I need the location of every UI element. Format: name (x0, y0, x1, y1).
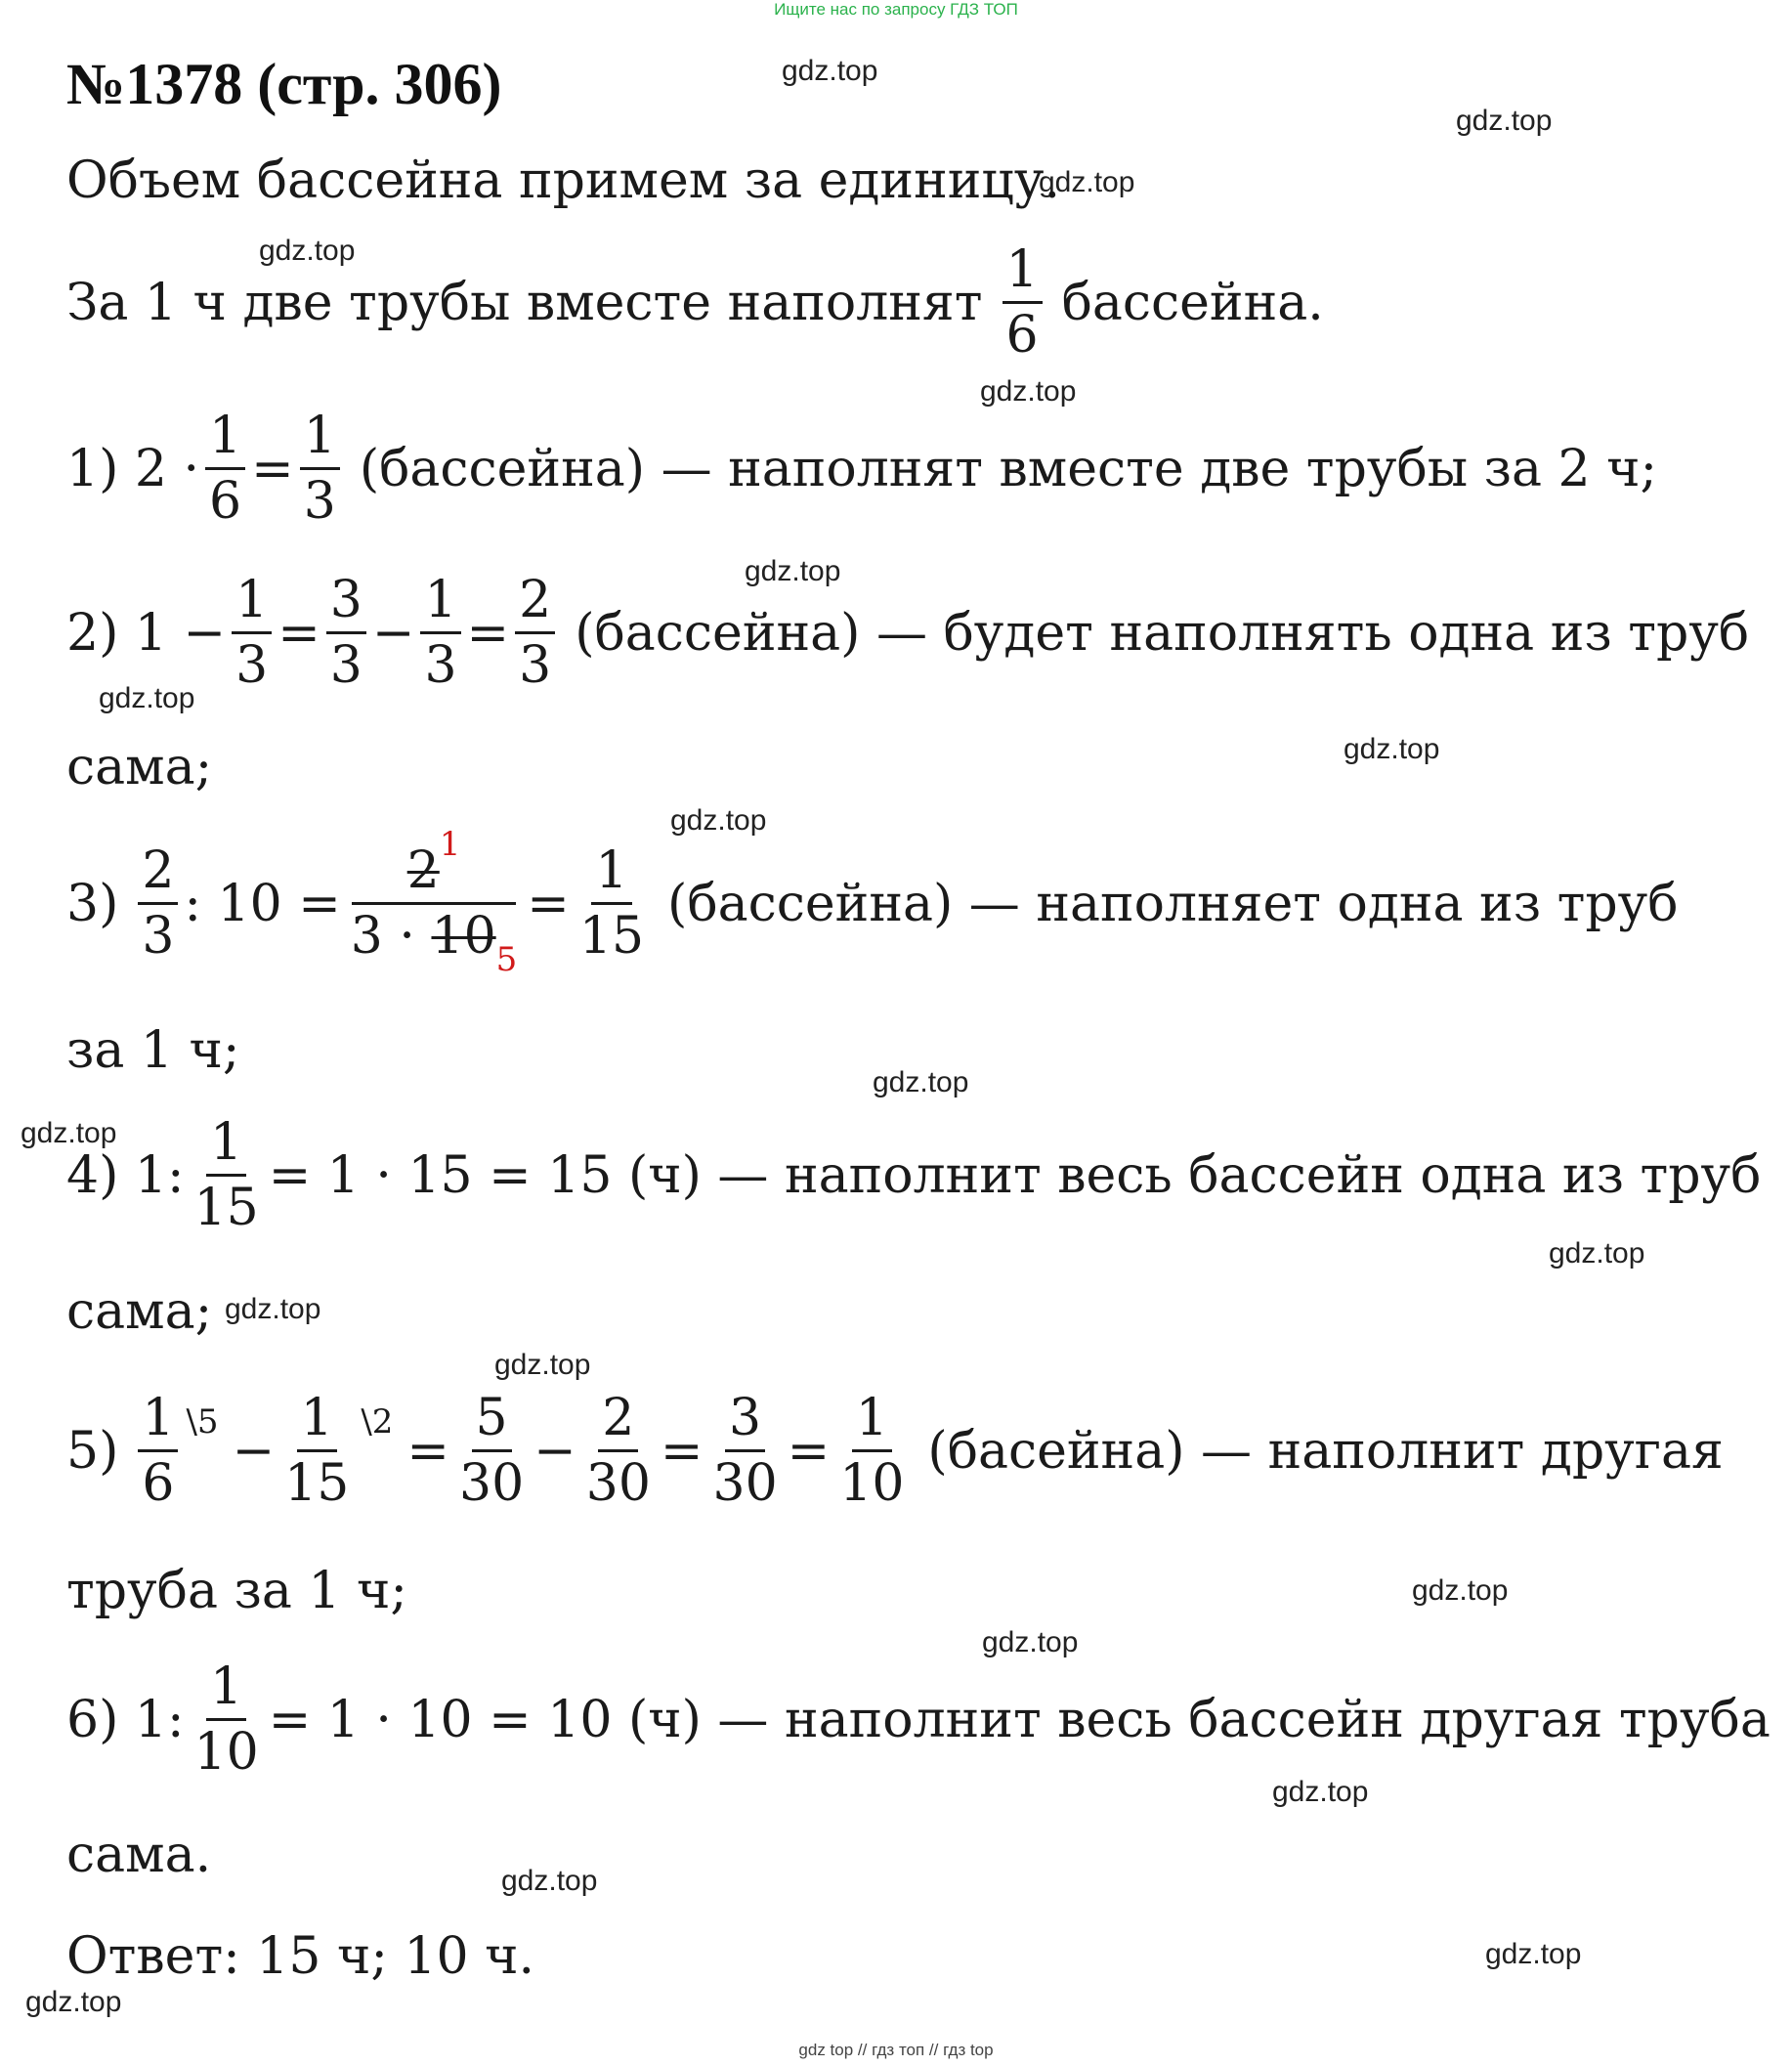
fraction: $\frac{3}{3}$ (326, 575, 366, 691)
fraction: $\frac{1}{6}$ (205, 410, 245, 527)
lcd-multiplier: \5 (186, 1401, 219, 1442)
intro-label: Объем бассейна примем за единицу. (66, 151, 1060, 210)
lcd-multiplier: \2 (361, 1401, 394, 1442)
watermark: gdz.top (670, 804, 767, 837)
reduced-fraction: $\frac{2^1}{3 \cdot 10_5}$ (350, 825, 518, 979)
watermark: gdz.top (1485, 1938, 1582, 1970)
rate-after: бассейна. (1061, 273, 1324, 332)
fraction: $\frac{2}{30}$ (585, 1389, 651, 1513)
fraction: $\frac{5}{30}$ (458, 1389, 525, 1513)
watermark: gdz.top (1412, 1574, 1509, 1607)
fraction: $\frac{1}{6}$ (138, 1393, 178, 1509)
watermark: gdz.top (982, 1626, 1079, 1658)
fraction: $\frac{2}{3}$ (138, 845, 178, 962)
watermark: gdz.top (980, 375, 1077, 408)
answer-text: Ответ: 15 ч; 10 ч. (66, 1927, 534, 1986)
operator: : 10 = (184, 874, 341, 933)
step-5-cont (66, 1562, 407, 1620)
operator: = (251, 439, 294, 498)
footer-links[interactable]: gdz top // гдз топ // гдз top (798, 2041, 994, 2059)
operator: = (527, 874, 570, 933)
watermark: gdz.top (1344, 733, 1440, 765)
fraction: $\frac{1}{15}$ (193, 1113, 259, 1237)
step-2-cont (66, 738, 212, 796)
page-title: №1378 (стр. 306) (66, 52, 502, 116)
step-text: за 1 ч; (66, 1021, 240, 1080)
step-text: = 1 · 15 = 15 (ч) — наполнит весь бассейн одна из труб (268, 1145, 1762, 1205)
step-1 (66, 407, 1658, 531)
operator: = (277, 603, 320, 663)
step-lead: 5) (66, 1421, 119, 1481)
step-text: (бассейна) — наполняет одна из труб (667, 874, 1679, 933)
step-3-cont (66, 1021, 239, 1080)
step-4 (66, 1113, 1762, 1237)
intro-text (66, 151, 1060, 210)
rate-statement (66, 240, 1324, 365)
step-3 (66, 825, 1679, 979)
step-6-cont (66, 1826, 211, 1884)
rate-before: За 1 ч две трубы вместе наполнят (66, 273, 983, 332)
operator: − (371, 603, 415, 663)
operator: = (466, 603, 510, 663)
step-text: (басейна) — наполнит другая (927, 1421, 1724, 1481)
watermark: gdz.top (494, 1349, 591, 1381)
operator: = (660, 1421, 704, 1481)
watermark: gdz.top (1549, 1237, 1645, 1270)
watermark: gdz.top (1039, 166, 1135, 198)
operator: = (406, 1421, 449, 1481)
fraction: $\frac{1}{15}$ (578, 841, 645, 966)
step-text: сама; (66, 738, 213, 796)
watermark: gdz.top (501, 1865, 598, 1897)
step-lead: 3) (66, 874, 119, 933)
fraction: $\frac{3}{30}$ (712, 1389, 778, 1513)
watermark: gdz.top (21, 1117, 117, 1149)
watermark: gdz.top (1456, 105, 1553, 137)
watermark: gdz.top (782, 55, 878, 87)
watermark: gdz.top (99, 682, 195, 714)
step-6 (66, 1657, 1771, 1782)
step-text: = 1 · 10 = 10 (ч) — наполнит весь бассейн другая труба (268, 1690, 1771, 1749)
watermark: gdz.top (1272, 1776, 1369, 1808)
fraction: $\frac{1}{3}$ (300, 410, 340, 527)
step-text: (бассейна) — будет наполнять одна из труб (575, 603, 1750, 663)
step-text: (бассейна) — наполнят вместе две трубы за 2 ч; (359, 439, 1658, 498)
operator: − (232, 1421, 276, 1481)
step-text: сама; (66, 1282, 213, 1341)
watermark: gdz.top (745, 555, 841, 587)
fraction: $\frac{1}{10}$ (193, 1657, 259, 1782)
step-4-cont (66, 1282, 212, 1341)
watermark: gdz.top (225, 1293, 321, 1325)
operator: = (787, 1421, 831, 1481)
answer (66, 1927, 534, 1986)
watermark: gdz.top (873, 1066, 969, 1098)
fraction: $\frac{1}{3}$ (420, 575, 460, 691)
fraction: $\frac{1}{10}$ (839, 1389, 905, 1513)
watermark: gdz.top (259, 235, 356, 267)
search-banner[interactable]: Ищите нас по запросу ГДЗ ТОП (774, 0, 1018, 19)
step-text: сама. (66, 1826, 212, 1884)
step-lead: 4) 1: (66, 1145, 185, 1205)
step-lead: 2) 1 − (66, 603, 227, 663)
fraction: $\frac{2}{3}$ (515, 575, 555, 691)
step-5 (66, 1389, 1724, 1513)
operator: − (533, 1421, 576, 1481)
step-lead: 6) 1: (66, 1690, 185, 1749)
step-text: труба за 1 ч; (66, 1562, 407, 1620)
step-lead: 1) 2 · (66, 439, 200, 498)
fraction: $\frac{1}{6}$ (1003, 244, 1043, 361)
watermark: gdz.top (25, 1986, 122, 2018)
fraction: $\frac{1}{3}$ (232, 575, 272, 691)
fraction: $\frac{1}{15}$ (284, 1389, 350, 1513)
